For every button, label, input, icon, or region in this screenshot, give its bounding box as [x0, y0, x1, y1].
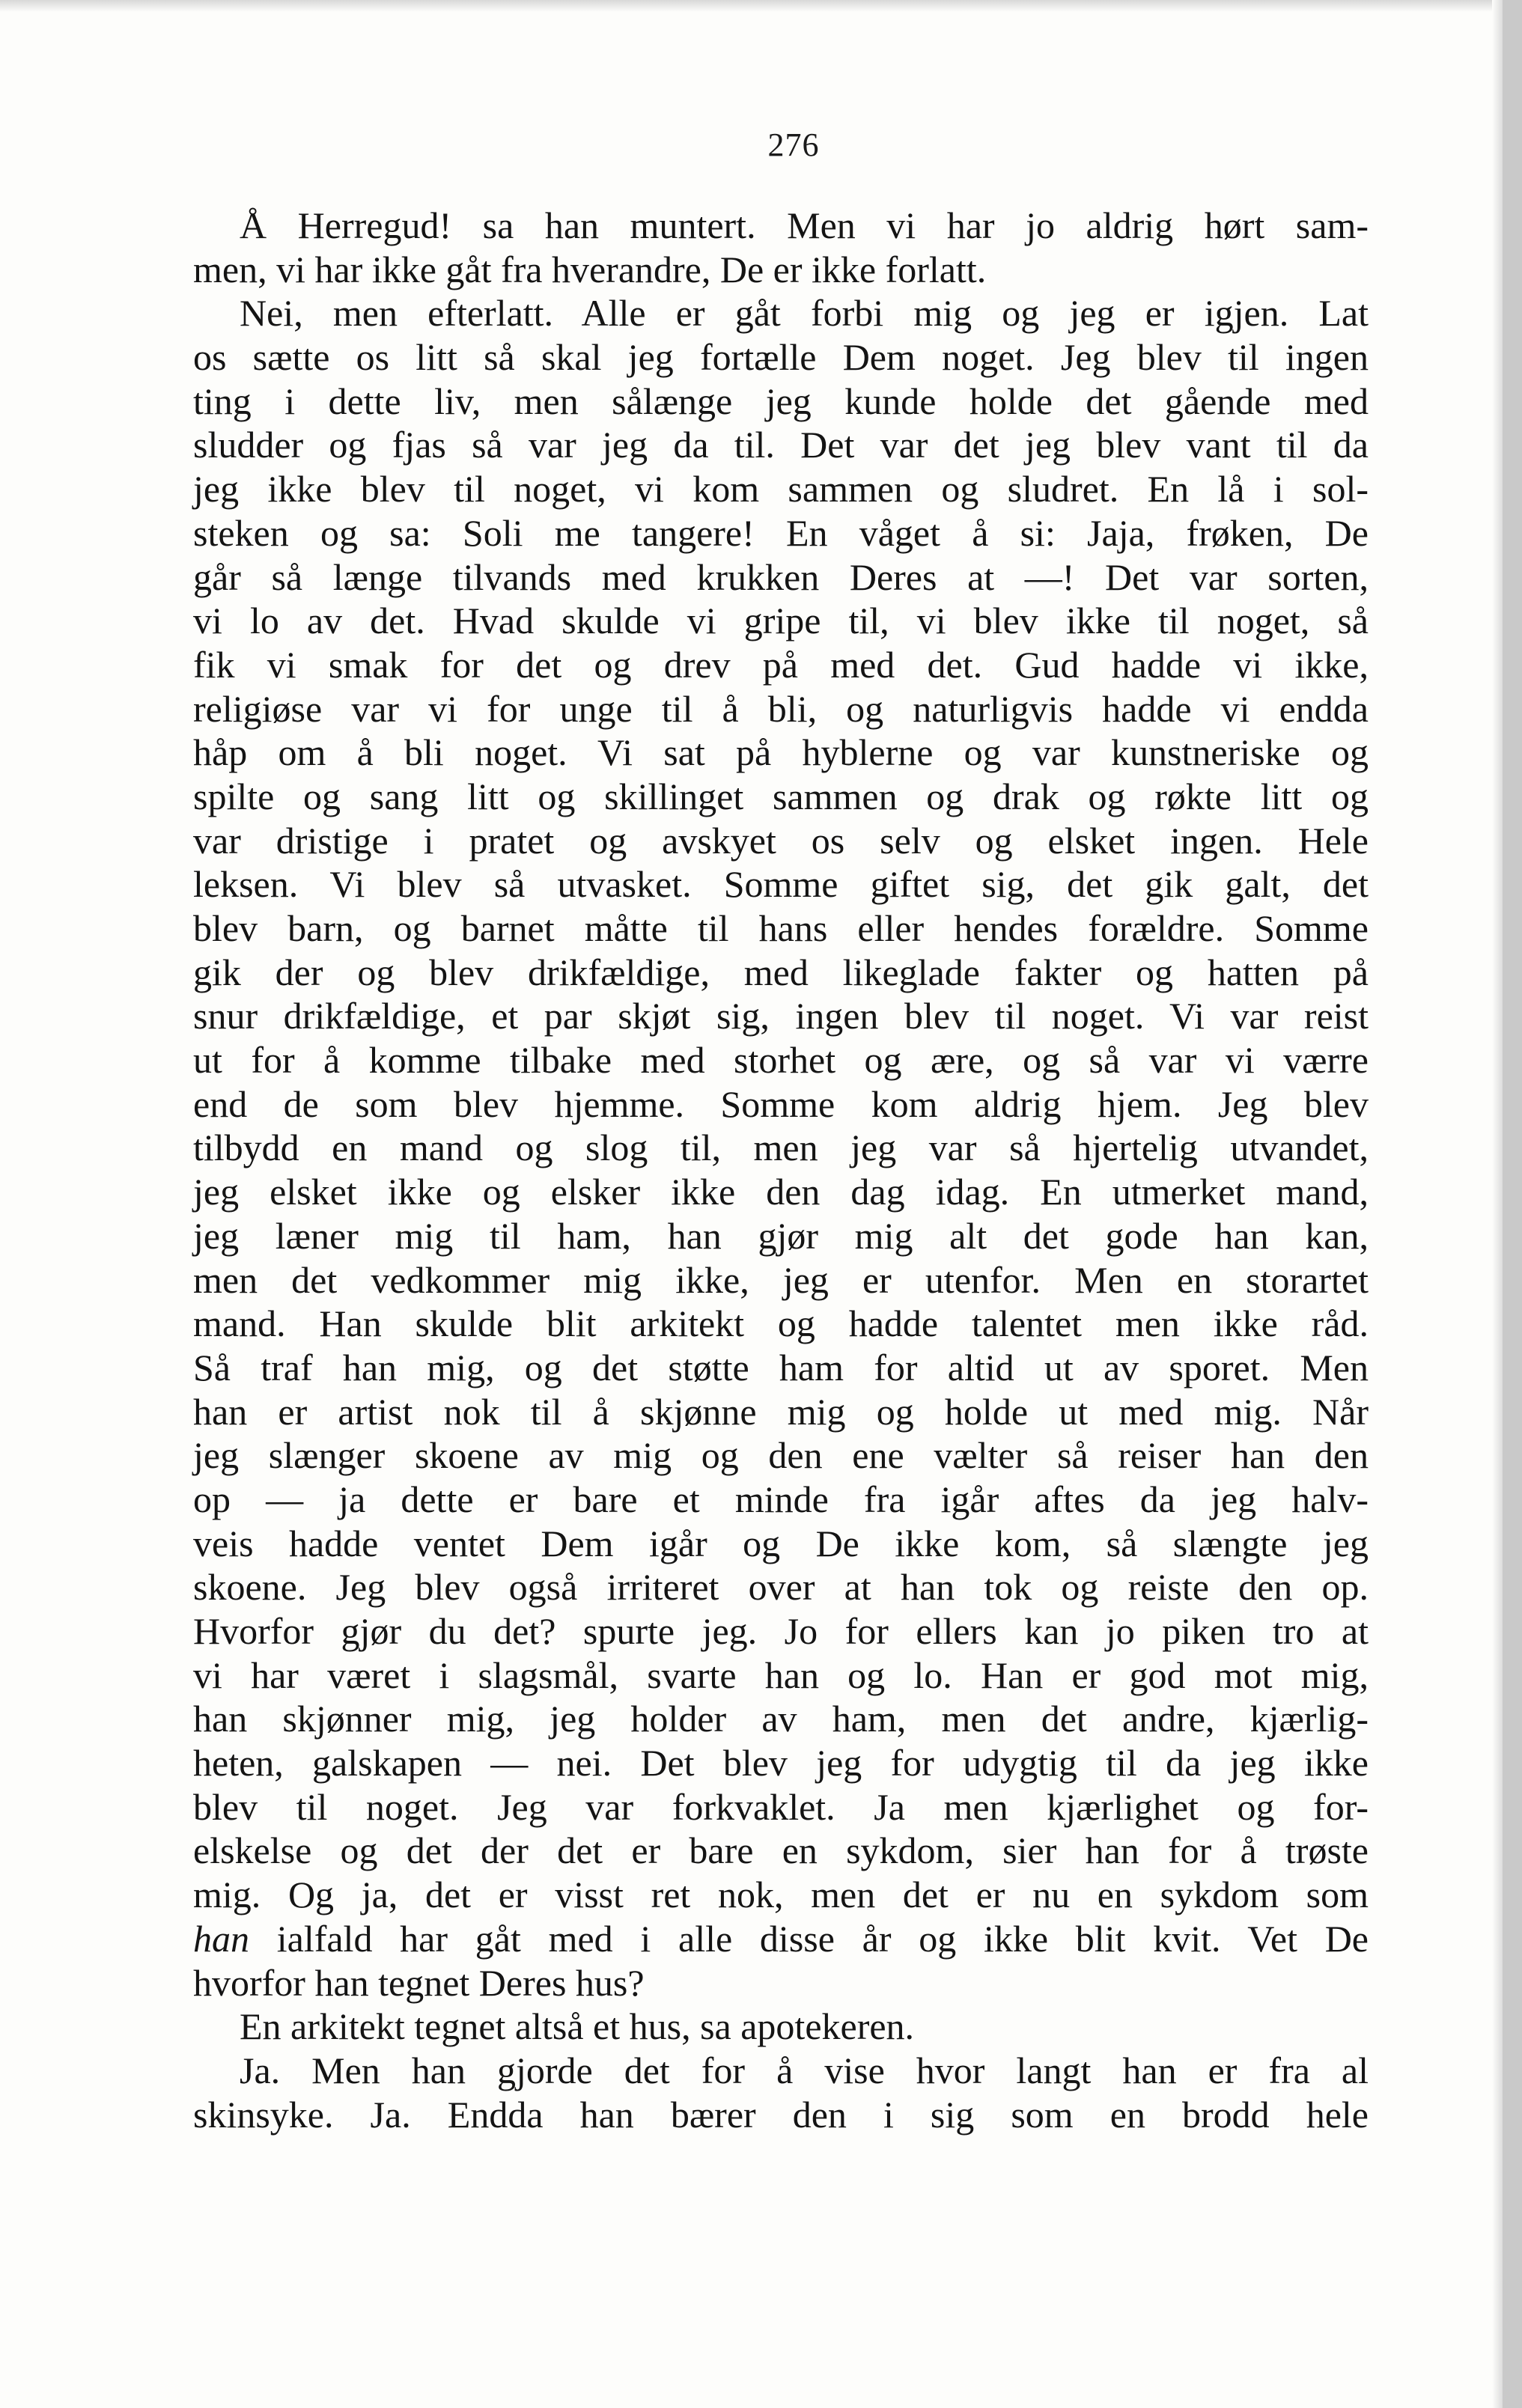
- text-line: vi har været i slagsmål, svarte han og lo. Han er god mot mig,: [193, 1653, 1369, 1696]
- text-line: Nei, men efterlatt. Alle er gåt forbi mig og jeg er igjen. Lat: [240, 292, 1369, 335]
- text-line: skinsyke. Ja. Endda han bærer den i sig som en brodd hele: [193, 2093, 1369, 2136]
- text-line: elskelse og det der det er bare en sykdom, sier han for å trøste: [193, 1829, 1369, 1872]
- text-line: gik der og blev drikfældige, med likeglade fakter og hatten på: [193, 951, 1369, 993]
- text-line: blev barn, og barnet måtte til hans eller hendes forældre. Somme: [193, 907, 1369, 949]
- text-line: religiøse var vi for unge til å bli, og naturligvis hadde vi endda: [193, 687, 1369, 730]
- page-number: 276: [767, 127, 820, 163]
- text-line: os sætte os litt så skal jeg fortælle Dem noget. Jeg blev til ingen: [193, 336, 1369, 379]
- text-line: op — ja dette er bare et minde fra igår aftes da jeg halv-: [193, 1478, 1369, 1520]
- page-right-edge: [1492, 0, 1503, 2408]
- text-line: han er artist nok til å skjønne mig og holde ut med mig. Når: [193, 1390, 1369, 1433]
- text-line: tilbydd en mand og slog til, men jeg var så hjertelig utvandet,: [193, 1127, 1369, 1169]
- text-line: jeg elsket ikke og elsker ikke den dag idag. En utmerket mand,: [193, 1171, 1369, 1213]
- text-line: leksen. Vi blev så utvasket. Somme giftet sig, det gik galt, det: [193, 863, 1369, 906]
- text-line: han skjønner mig, jeg holder av ham, men det andre, kjærlig-: [193, 1698, 1369, 1740]
- text-line: hvorfor han tegnet Deres hus?: [193, 1961, 645, 2004]
- text-line: mig. Og ja, det er visst ret nok, men det er nu en sykdom som: [193, 1874, 1369, 1916]
- text-line: Så traf han mig, og det støtte ham for altid ut av sporet. Men: [193, 1346, 1369, 1389]
- text-line: jeg ikke blev til noget, vi kom sammen og sludret. En lå i sol-: [193, 468, 1369, 510]
- text-line: mand. Han skulde blit arkitekt og hadde talentet men ikke råd.: [193, 1302, 1369, 1345]
- text-line: håp om å bli noget. Vi sat på hyblerne og var kunstneriske og: [193, 731, 1369, 774]
- text-line: vi lo av det. Hvad skulde vi gripe til, vi blev ikke til noget, så: [193, 600, 1369, 642]
- text-line: går så længe tilvands med krukken Deres at —! Det var sorten,: [193, 555, 1369, 598]
- text-line: sludder og fjas så var jeg da til. Det var det jeg blev vant til da: [193, 424, 1369, 466]
- text-line: snur drikfældige, et par skjøt sig, ingen blev til noget. Vi var reist: [193, 995, 1369, 1037]
- text-line: En arkitekt tegnet altså et hus, sa apotekeren.: [240, 2005, 915, 2048]
- text-line: Hvorfor gjør du det? spurte jeg. Jo for ellers kan jo piken tro at: [193, 1610, 1369, 1652]
- italic-word: han: [193, 1917, 249, 1960]
- text-line: end de som blev hjemme. Somme kom aldrig hjem. Jeg blev: [193, 1082, 1369, 1125]
- text-line: jeg slænger skoene av mig og den ene vælter så reiser han den: [193, 1434, 1369, 1477]
- text-line: [193, 1917, 1369, 1961]
- page-top-edge: [0, 0, 1503, 12]
- text-line: fik vi smak for det og drev på med det. Gud hadde vi ikke,: [193, 643, 1369, 686]
- text-line: spilte og sang litt og skillinget sammen og drak og røkte litt og: [193, 775, 1369, 817]
- text-line: men det vedkommer mig ikke, jeg er utenfor. Men en storartet: [193, 1258, 1369, 1301]
- body-text: [193, 204, 1369, 2136]
- text-line: Ja. Men han gjorde det for å vise hvor langt han er fra al: [240, 2049, 1369, 2091]
- text-line: ting i dette liv, men sålænge jeg kunde holde det gående med: [193, 380, 1369, 422]
- text-line: veis hadde ventet Dem igår og De ikke kom, så slængte jeg: [193, 1522, 1369, 1564]
- text-line-rest: ialfald har gåt med i alle disse år og ikke blit kvit. Vet De: [249, 1917, 1369, 1960]
- text-line: skoene. Jeg blev også irriteret over at han tok og reiste den op.: [193, 1566, 1369, 1609]
- text-line: var dristige i pratet og avskyet os selv og elsket ingen. Hele: [193, 819, 1369, 862]
- text-line: blev til noget. Jeg var forkvaklet. Ja men kjærlighet og for-: [193, 1785, 1369, 1828]
- text-line: jeg læner mig til ham, han gjør mig alt det gode han kan,: [193, 1214, 1369, 1257]
- text-line: heten, galskapen — nei. Det blev jeg for udygtig til da jeg ikke: [193, 1742, 1369, 1784]
- text-line: men, vi har ikke gåt fra hverandre, De er ikke forlatt.: [193, 248, 987, 290]
- text-line: Å Herregud! sa han muntert. Men vi har jo aldrig hørt sam-: [240, 204, 1369, 246]
- text-line: ut for å komme tilbake med storhet og ære, og så var vi værre: [193, 1039, 1369, 1082]
- text-line: steken og sa: Soli me tangere! En våget å si: Jaja, frøken, De: [193, 511, 1369, 554]
